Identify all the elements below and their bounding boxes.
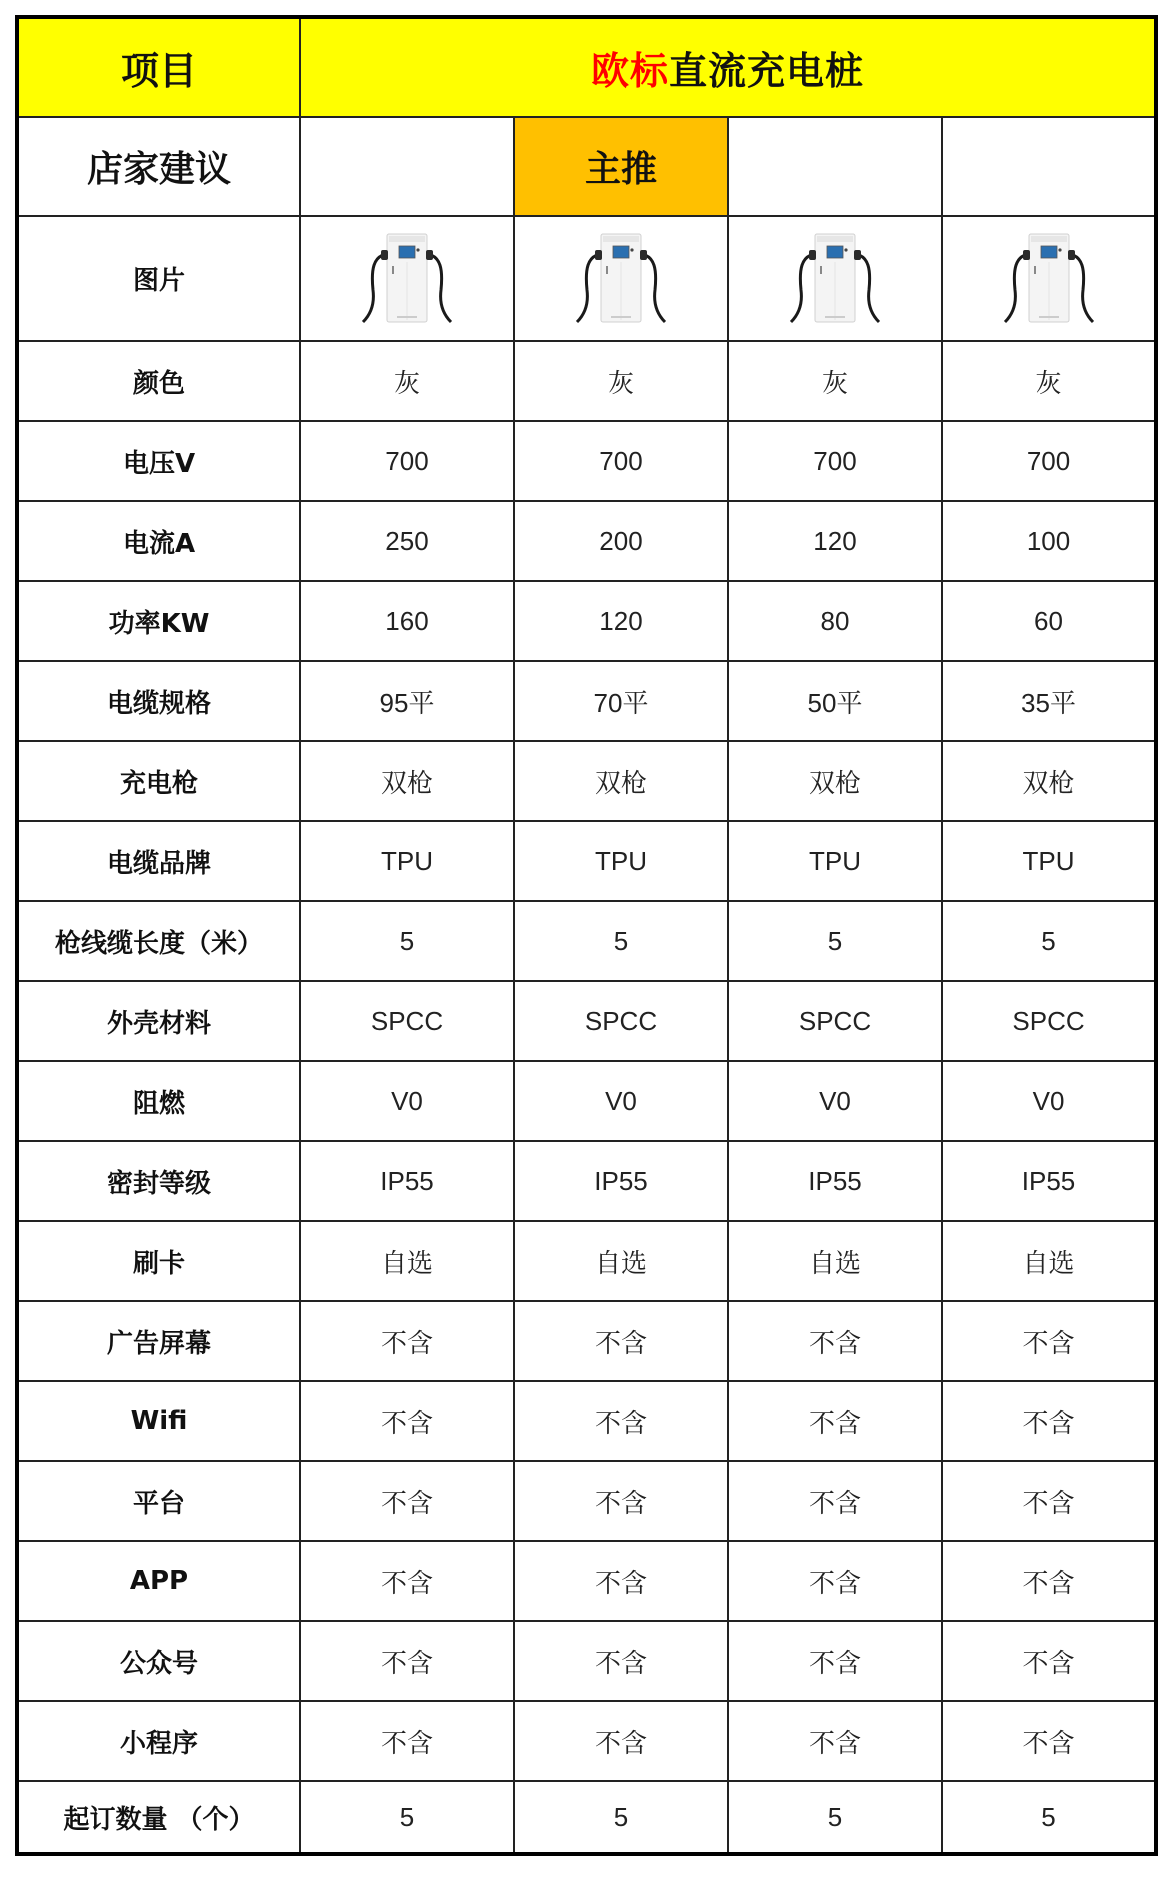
spec-value: V0 — [514, 1061, 728, 1141]
spec-value: 80 — [728, 581, 942, 661]
spec-row — [17, 901, 1156, 981]
spec-value: 不含 — [728, 1301, 942, 1381]
spec-value: TPU — [300, 821, 514, 901]
spec-value: IP55 — [942, 1141, 1156, 1221]
spec-label: 功率KW — [17, 581, 300, 661]
spec-row — [17, 1701, 1156, 1781]
spec-row — [17, 421, 1156, 501]
spec-value: 不含 — [514, 1301, 728, 1381]
spec-label: APP — [17, 1541, 300, 1621]
spec-value: 5 — [300, 1781, 514, 1854]
dc-charger-icon — [515, 230, 727, 328]
spec-value: 5 — [942, 901, 1156, 981]
spec-value: SPCC — [942, 981, 1156, 1061]
spec-value: IP55 — [300, 1141, 514, 1221]
spec-value: 不含 — [300, 1301, 514, 1381]
spec-label: 电流A — [17, 501, 300, 581]
spec-label: 广告屏幕 — [17, 1301, 300, 1381]
header-label: 项目 — [17, 17, 300, 117]
title-rest: 直流充电桩 — [669, 49, 865, 93]
spec-label: 平台 — [17, 1461, 300, 1541]
spec-value: IP55 — [514, 1141, 728, 1221]
spec-value: 不含 — [514, 1381, 728, 1461]
spec-value: SPCC — [514, 981, 728, 1061]
spec-label: 颜色 — [17, 341, 300, 421]
spec-label: 密封等级 — [17, 1141, 300, 1221]
spec-value: IP55 — [728, 1141, 942, 1221]
dc-charger-icon — [301, 230, 513, 328]
spec-value: 60 — [942, 581, 1156, 661]
spec-row — [17, 1461, 1156, 1541]
spec-value: 5 — [300, 901, 514, 981]
spec-value: 160 — [300, 581, 514, 661]
product-image-cell — [514, 216, 728, 341]
spec-label: 阻燃 — [17, 1061, 300, 1141]
spec-label: 电缆品牌 — [17, 821, 300, 901]
spec-row — [17, 1621, 1156, 1701]
spec-value: 700 — [728, 421, 942, 501]
spec-value: 不含 — [942, 1541, 1156, 1621]
header-row — [17, 17, 1156, 117]
spec-value: 700 — [942, 421, 1156, 501]
spec-value: V0 — [728, 1061, 942, 1141]
spec-value: 自选 — [942, 1221, 1156, 1301]
spec-value: 不含 — [942, 1381, 1156, 1461]
spec-value: 120 — [728, 501, 942, 581]
spec-row — [17, 501, 1156, 581]
spec-value: TPU — [942, 821, 1156, 901]
spec-value: 自选 — [728, 1221, 942, 1301]
spec-value: 灰 — [514, 341, 728, 421]
spec-value: 不含 — [300, 1541, 514, 1621]
spec-value: TPU — [728, 821, 942, 901]
spec-value: 不含 — [300, 1461, 514, 1541]
product-image-cell — [728, 216, 942, 341]
spec-value: TPU — [514, 821, 728, 901]
image-row — [17, 216, 1156, 341]
spec-label: 小程序 — [17, 1701, 300, 1781]
spec-row — [17, 1141, 1156, 1221]
spec-row — [17, 1301, 1156, 1381]
spec-row — [17, 1061, 1156, 1141]
spec-row — [17, 741, 1156, 821]
spec-value: 灰 — [728, 341, 942, 421]
spec-value: 120 — [514, 581, 728, 661]
spec-value: 不含 — [728, 1541, 942, 1621]
spec-value: 5 — [942, 1781, 1156, 1854]
spec-value: 250 — [300, 501, 514, 581]
spec-value: V0 — [942, 1061, 1156, 1141]
spec-value: SPCC — [300, 981, 514, 1061]
spec-value: 不含 — [942, 1621, 1156, 1701]
spec-value: 不含 — [300, 1381, 514, 1461]
suggestion-row — [17, 117, 1156, 216]
spec-row — [17, 341, 1156, 421]
spec-value: 不含 — [942, 1461, 1156, 1541]
spec-row — [17, 661, 1156, 741]
spec-value: 不含 — [514, 1461, 728, 1541]
spec-value: 200 — [514, 501, 728, 581]
spec-value: 不含 — [728, 1461, 942, 1541]
spec-label: Wifi — [17, 1381, 300, 1461]
spec-table — [15, 15, 1158, 1856]
spec-value: 双枪 — [514, 741, 728, 821]
spec-value: 5 — [514, 1781, 728, 1854]
image-row-label: 图片 — [17, 216, 300, 341]
table-title — [300, 17, 1156, 117]
spec-value: 5 — [514, 901, 728, 981]
spec-row — [17, 1381, 1156, 1461]
suggestion-label: 店家建议 — [17, 117, 300, 216]
spec-value: 灰 — [942, 341, 1156, 421]
spec-label: 枪线缆长度（米） — [17, 901, 300, 981]
suggestion-cell — [300, 117, 514, 216]
spec-value: 不含 — [728, 1621, 942, 1701]
spec-row — [17, 821, 1156, 901]
spec-value: 35平 — [942, 661, 1156, 741]
spec-value: 不含 — [514, 1621, 728, 1701]
spec-value: V0 — [300, 1061, 514, 1141]
spec-value: 自选 — [300, 1221, 514, 1301]
spec-value: SPCC — [728, 981, 942, 1061]
spec-label: 电缆规格 — [17, 661, 300, 741]
spec-value: 不含 — [300, 1621, 514, 1701]
dc-charger-icon — [943, 230, 1154, 328]
spec-row — [17, 1781, 1156, 1854]
spec-value: 不含 — [942, 1301, 1156, 1381]
main-push-badge: 主推 — [514, 117, 728, 216]
spec-value: 5 — [728, 901, 942, 981]
spec-value: 100 — [942, 501, 1156, 581]
spec-value: 700 — [514, 421, 728, 501]
spec-value: 不含 — [942, 1701, 1156, 1781]
spec-value: 50平 — [728, 661, 942, 741]
spec-value: 不含 — [514, 1541, 728, 1621]
product-image-cell — [942, 216, 1156, 341]
spec-label: 起订数量 （个） — [17, 1781, 300, 1854]
spec-value: 不含 — [514, 1701, 728, 1781]
spec-label: 刷卡 — [17, 1221, 300, 1301]
suggestion-cell — [728, 117, 942, 216]
spec-value: 双枪 — [942, 741, 1156, 821]
spec-value: 不含 — [728, 1701, 942, 1781]
spec-value: 自选 — [514, 1221, 728, 1301]
spec-label: 外壳材料 — [17, 981, 300, 1061]
product-image-cell — [300, 216, 514, 341]
spec-row — [17, 981, 1156, 1061]
spec-value: 双枪 — [300, 741, 514, 821]
title-highlight: 欧标 — [591, 49, 670, 93]
spec-label: 充电枪 — [17, 741, 300, 821]
spec-value: 不含 — [300, 1701, 514, 1781]
spec-label: 公众号 — [17, 1621, 300, 1701]
spec-value: 不含 — [728, 1381, 942, 1461]
spec-row — [17, 581, 1156, 661]
spec-value: 灰 — [300, 341, 514, 421]
spec-value: 70平 — [514, 661, 728, 741]
spec-label: 电压V — [17, 421, 300, 501]
spec-value: 700 — [300, 421, 514, 501]
spec-row — [17, 1221, 1156, 1301]
spec-row — [17, 1541, 1156, 1621]
suggestion-cell — [942, 117, 1156, 216]
spec-value: 双枪 — [728, 741, 942, 821]
dc-charger-icon — [729, 230, 941, 328]
spec-value: 95平 — [300, 661, 514, 741]
spec-value: 5 — [728, 1781, 942, 1854]
